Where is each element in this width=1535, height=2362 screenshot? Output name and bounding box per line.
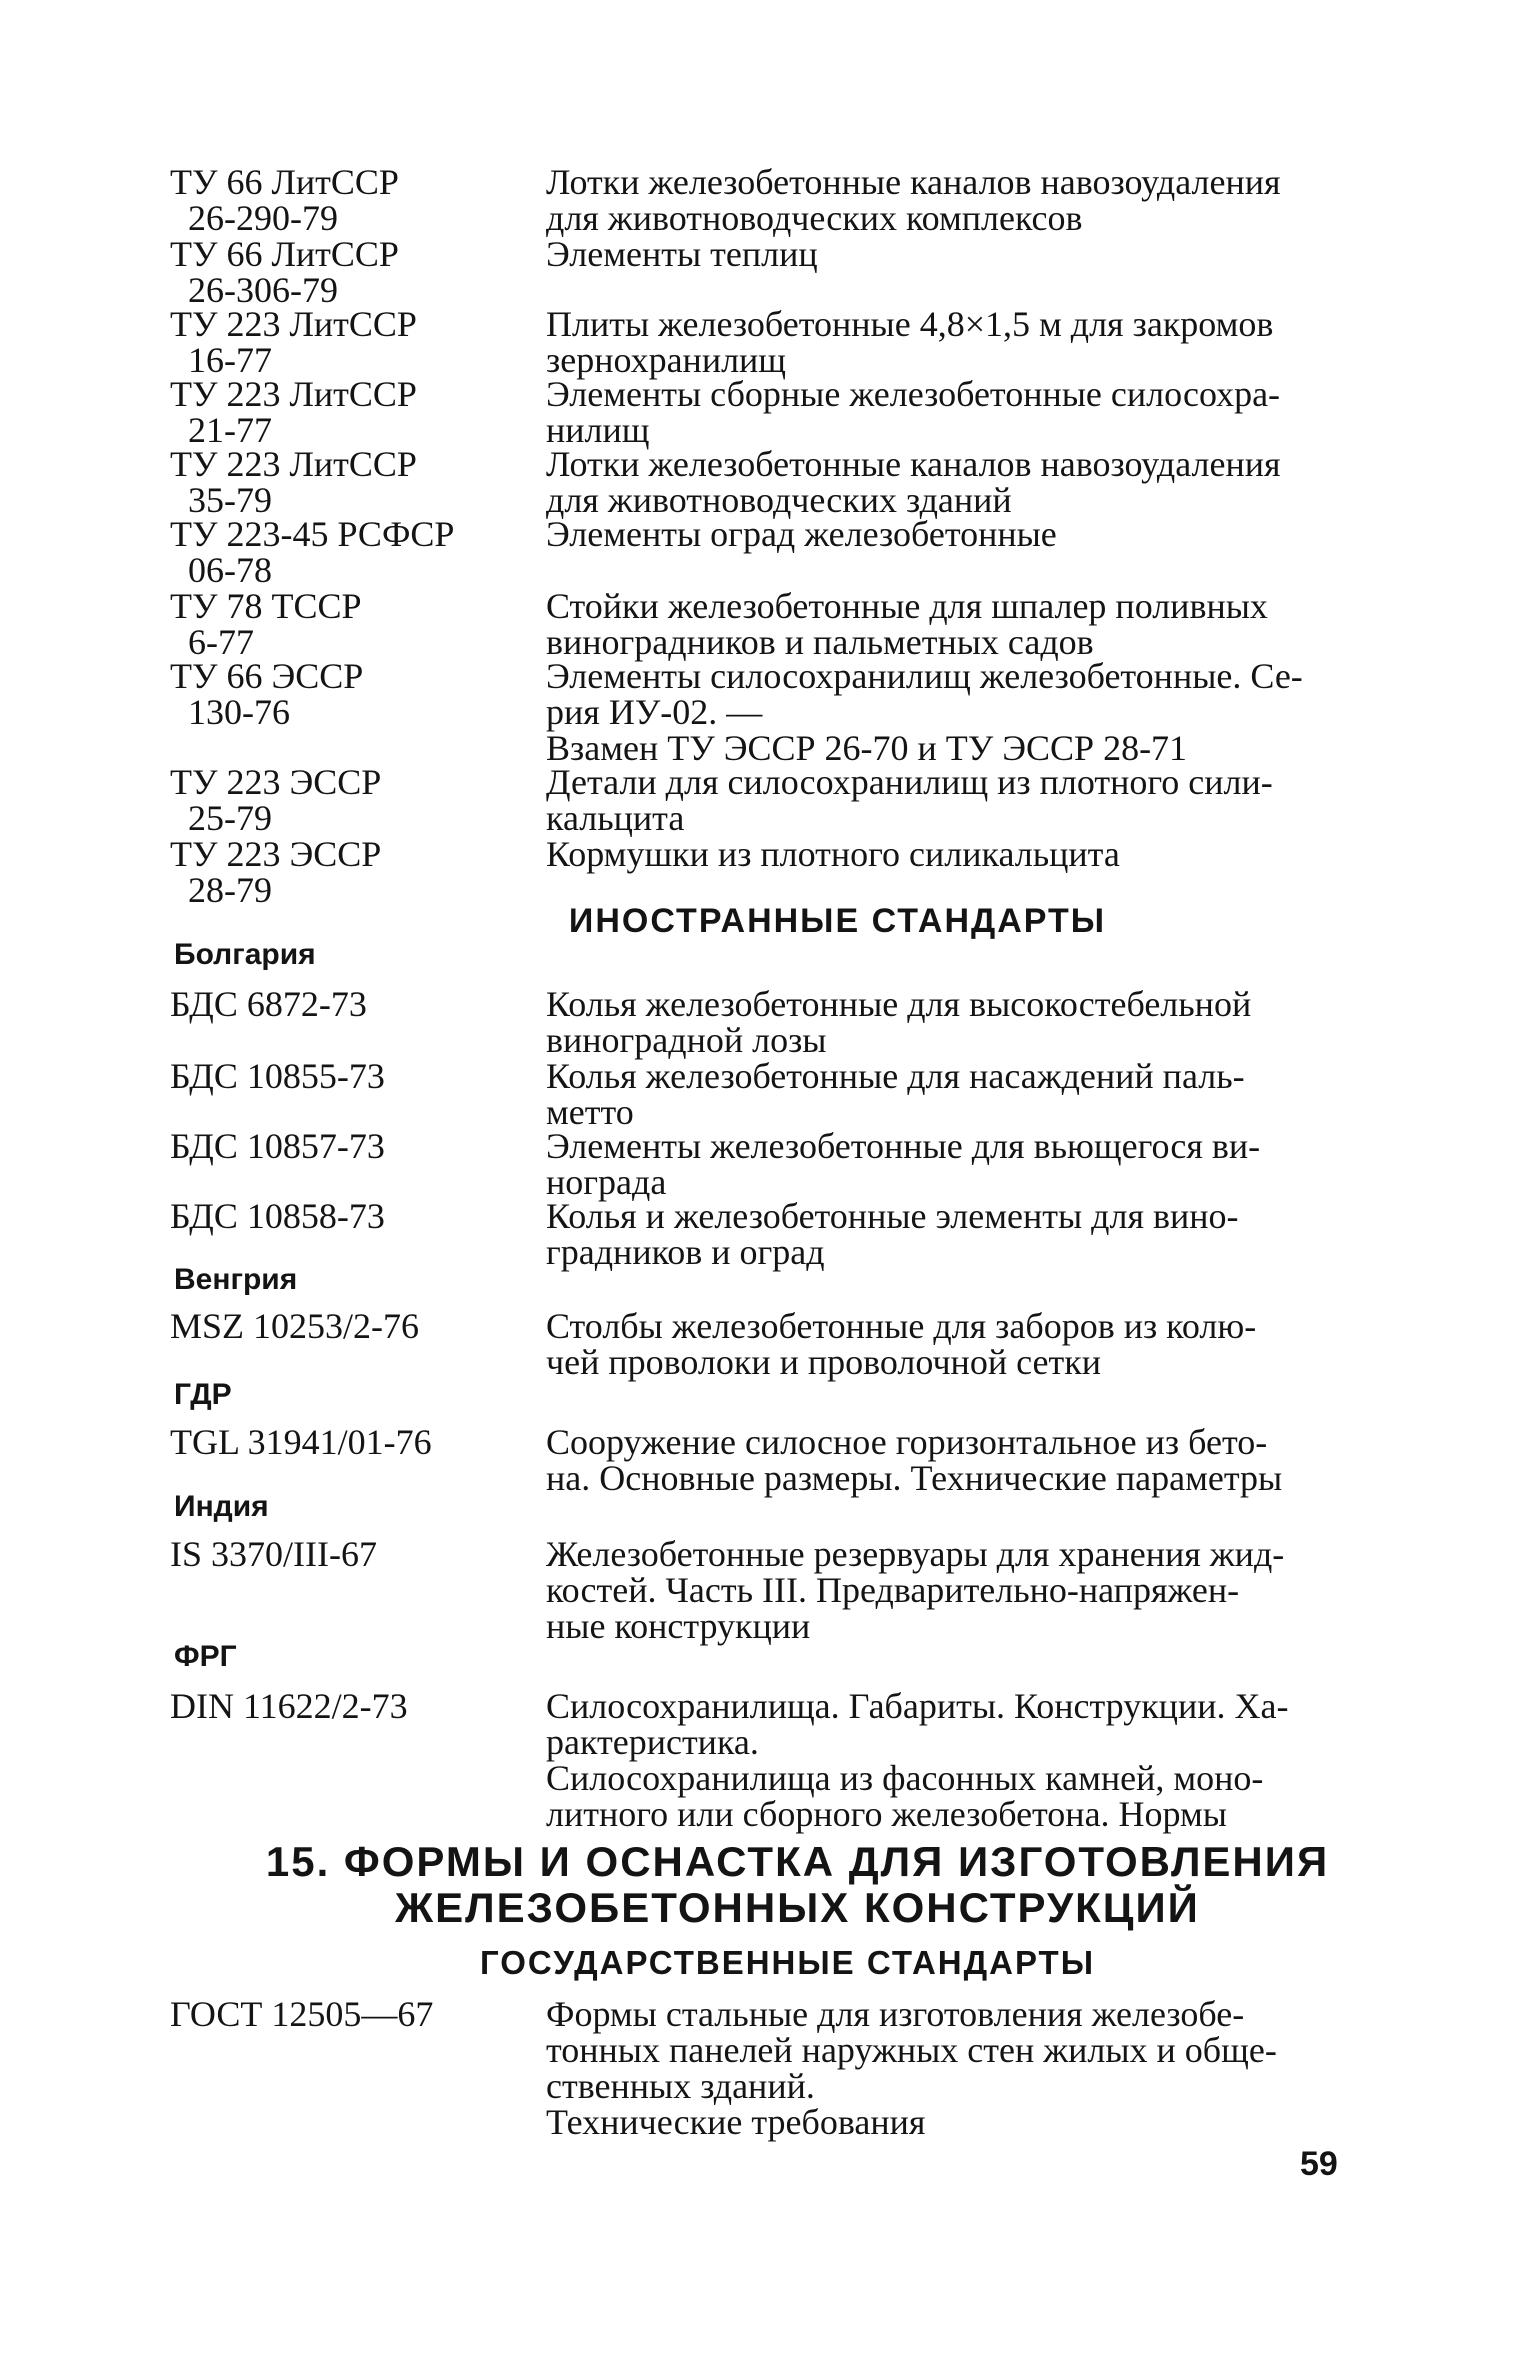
standard-code: ТУ 66 ЛитССР 26-290-79 [170, 162, 399, 238]
standard-description: Элементы оград железобетонные [546, 514, 1057, 554]
standard-description: Столбы железобетонные для заборов из колю- чей проволоки и проволочной сетки [546, 1306, 1257, 1382]
standard-code: ГОСТ 12505—67 [170, 1994, 434, 2034]
standard-code: ТУ 223 ЛитССР 35-79 [170, 444, 417, 520]
standard-description: Колья железобетонные для насаждений паль- метто [546, 1056, 1245, 1132]
standard-description: Формы стальные для изготовления железобе- тонных панелей наружных стен жилых и обще- ственных зданий. Технические требования [546, 1994, 1277, 2142]
standard-description: Элементы силосохранилищ железобетонные. Се- рия ИУ-02. — Взамен ТУ ЭССР 26-70 и ТУ ЭССР 28-71 [546, 656, 1303, 768]
standard-code: ТУ 223 ЛитССР 16-77 [170, 304, 417, 380]
standard-description: Колья железобетонные для высокостебельной виноградной лозы [546, 984, 1252, 1060]
standard-code: ТУ 223 ЭССР 28-79 [170, 834, 382, 910]
standard-code: IS 3370/III-67 [170, 1534, 377, 1574]
country-heading: Венгрия [174, 1263, 298, 1296]
standard-description: Кормушки из плотного силикальцита [546, 834, 1120, 874]
standard-description: Сооружение силосное горизонтальное из бето- на. Основные размеры. Технические параметры [546, 1422, 1283, 1498]
standard-code: ТУ 78 ТССР 6-77 [170, 586, 362, 662]
standard-code: ТУ 223 ЭССР 25-79 [170, 762, 382, 838]
standard-code: MSZ 10253/2-76 [170, 1306, 420, 1346]
standard-description: Силосохранилища. Габариты. Конструкции. Ха- рактеристика. Силосохранилища из фасонных камней, моно- литного или сборного железобетона. Нормы [546, 1686, 1289, 1834]
standard-code: ТУ 223 ЛитССР 21-77 [170, 374, 417, 450]
standard-description: Стойки железобетонные для шпалер поливных виноградников и пальметных садов [546, 586, 1268, 662]
standard-description: Лотки железобетонные каналов навозоудаления для животноводческих комплексов [546, 162, 1281, 238]
standard-description: Детали для силосохранилищ из плотного сили- кальцита [546, 762, 1273, 838]
standard-code: БДС 6872-73 [170, 984, 367, 1024]
section-subheading: ГОСУДАРСТВЕННЫЕ СТАНДАРТЫ [479, 1944, 1095, 1981]
country-heading: Индия [174, 1490, 269, 1523]
standard-description: Элементы теплиц [546, 234, 818, 274]
country-heading: Болгария [174, 938, 316, 971]
country-heading: ГДР [174, 1378, 232, 1411]
standard-code: БДС 10858-73 [170, 1196, 385, 1236]
standard-code: DIN 11622/2-73 [170, 1686, 408, 1726]
standard-code: TGL 31941/01-76 [170, 1422, 432, 1462]
section-title-line2: ЖЕЛЕЗОБЕТОННЫХ КОНСТРУКЦИЙ [395, 1884, 1200, 1931]
country-heading: ФРГ [174, 1640, 237, 1673]
standard-description: Колья и железобетонные элементы для вино- градников и оград [546, 1196, 1239, 1272]
standard-code: ТУ 66 ЭССР 130-76 [170, 656, 364, 732]
standard-description: Элементы железобетонные для вьющегося ви- нограда [546, 1126, 1261, 1202]
standard-description: Лотки железобетонные каналов навозоудаления для животноводческих зданий [546, 444, 1281, 520]
standard-code: БДС 10857-73 [170, 1126, 385, 1166]
standard-description: Плиты железобетонные 4,8×1,5 м для закромов зернохранилищ [546, 304, 1274, 380]
standard-code: ТУ 66 ЛитССР 26-306-79 [170, 234, 399, 310]
standard-code: ТУ 223-45 РСФСР 06-78 [170, 514, 455, 590]
section-heading-foreign: ИНОСТРАННЫЕ СТАНДАРТЫ [568, 902, 1107, 940]
standard-description: Элементы сборные железобетонные силосохра- нилищ [546, 374, 1281, 450]
standard-code: БДС 10855-73 [170, 1056, 385, 1096]
page-number: 59 [1300, 2145, 1338, 2183]
section-title-line1: 15. ФОРМЫ И ОСНАСТКА ДЛЯ ИЗГОТОВЛЕНИЯ [265, 1838, 1330, 1885]
standard-description: Железобетонные резервуары для хранения жид- костей. Часть III. Предварительно-напряжен- ные конструкции [546, 1534, 1285, 1646]
